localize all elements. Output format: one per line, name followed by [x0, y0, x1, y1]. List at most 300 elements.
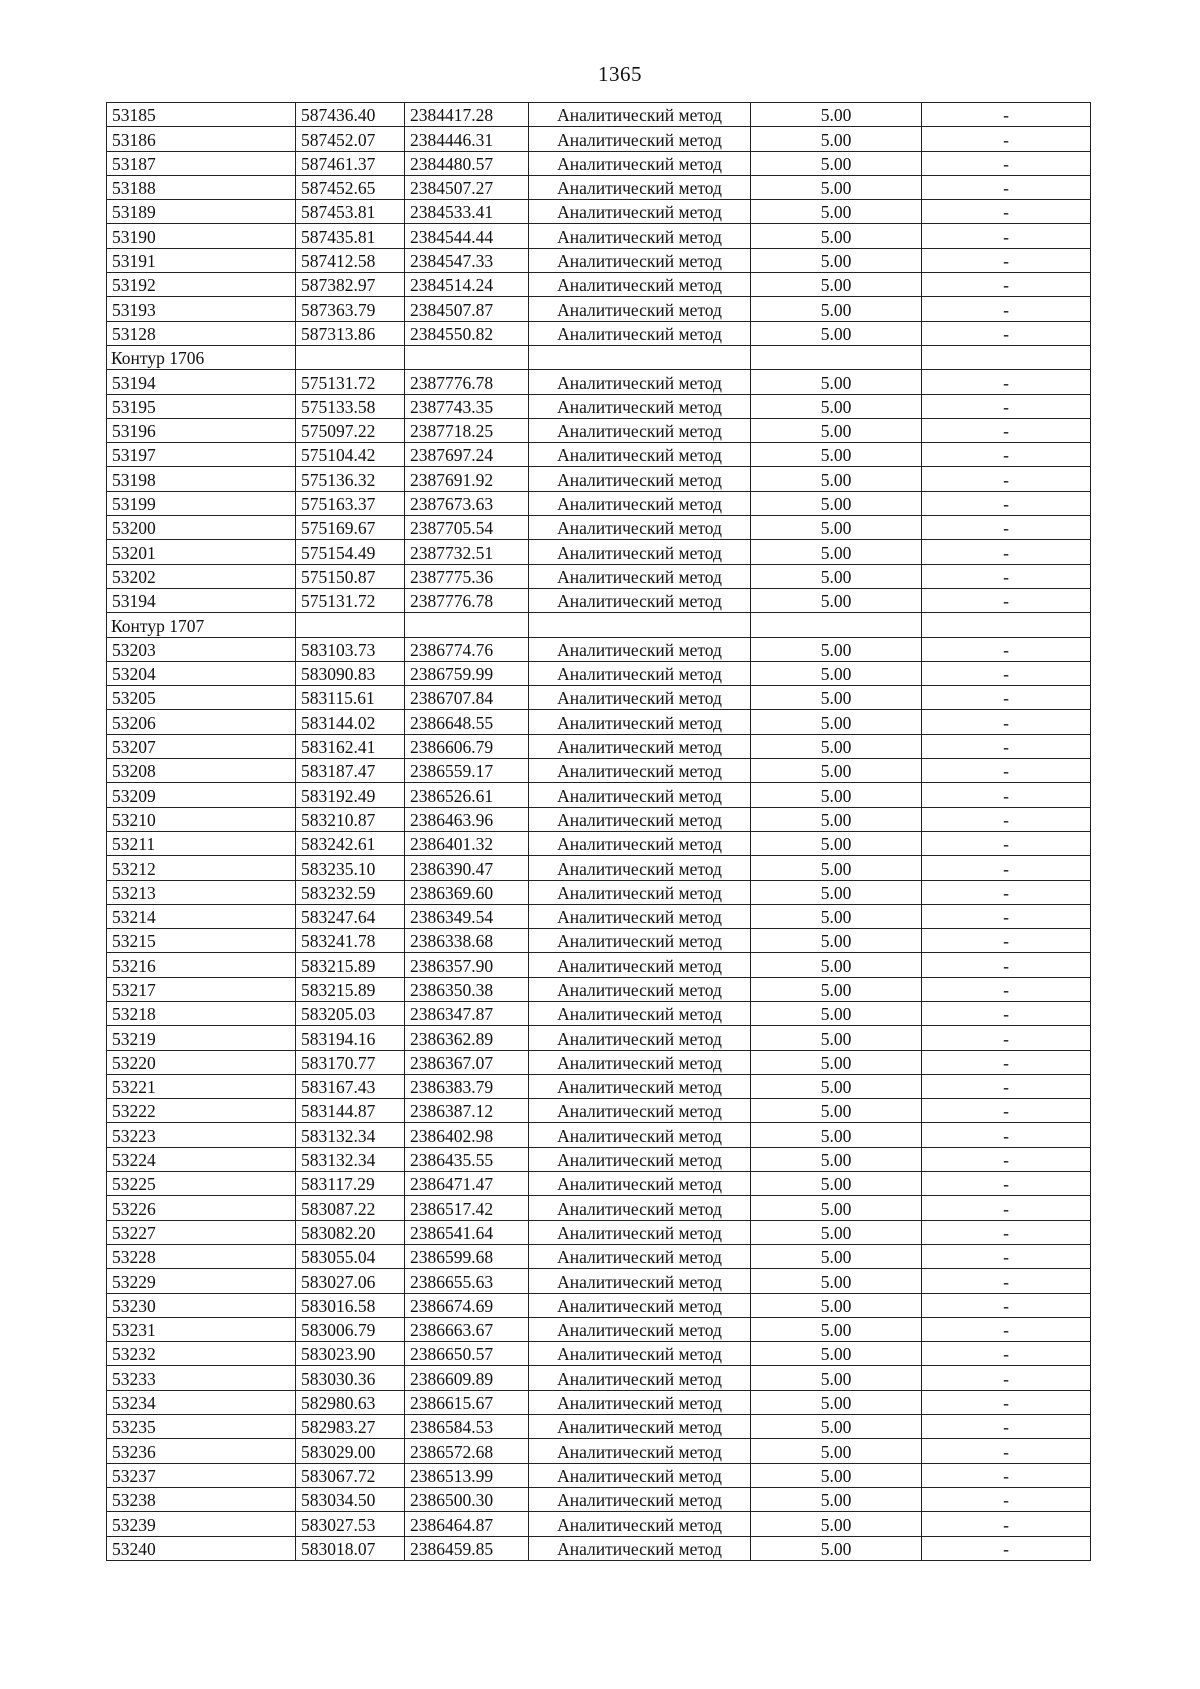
x-coordinate-cell: 575150.87	[296, 564, 405, 588]
method-cell: Аналитический метод	[529, 1026, 751, 1050]
x-coordinate-cell: 583170.77	[296, 1050, 405, 1074]
method-cell: Аналитический метод	[529, 1293, 751, 1317]
table-row	[107, 1074, 1091, 1098]
method-cell: Аналитический метод	[529, 1512, 751, 1536]
accuracy-cell: 5.00	[751, 467, 922, 491]
x-coordinate-cell: 583144.87	[296, 1099, 405, 1123]
table-row	[107, 1536, 1091, 1560]
page-number: 1365	[598, 62, 642, 86]
x-coordinate-cell: 575097.22	[296, 418, 405, 442]
description-cell: -	[922, 491, 1091, 515]
method-cell: Аналитический метод	[529, 1390, 751, 1414]
table-row	[107, 759, 1091, 783]
y-coordinate-cell: 2386606.79	[405, 734, 529, 758]
description-cell: -	[922, 831, 1091, 855]
accuracy-cell: 5.00	[751, 1099, 922, 1123]
empty-cell	[405, 613, 529, 637]
y-coordinate-cell: 2384544.44	[405, 224, 529, 248]
y-coordinate-cell: 2386464.87	[405, 1512, 529, 1536]
y-coordinate-cell: 2386663.67	[405, 1317, 529, 1341]
point-number-cell: 53213	[107, 880, 296, 904]
y-coordinate-cell: 2384507.27	[405, 175, 529, 199]
y-coordinate-cell: 2384533.41	[405, 200, 529, 224]
table-row	[107, 710, 1091, 734]
method-cell: Аналитический метод	[529, 588, 751, 612]
accuracy-cell: 5.00	[751, 686, 922, 710]
method-cell: Аналитический метод	[529, 710, 751, 734]
table-row	[107, 637, 1091, 661]
method-cell: Аналитический метод	[529, 491, 751, 515]
x-coordinate-cell: 587452.65	[296, 175, 405, 199]
description-cell: -	[922, 1001, 1091, 1025]
x-coordinate-cell: 583029.00	[296, 1439, 405, 1463]
y-coordinate-cell: 2386609.89	[405, 1366, 529, 1390]
point-number-cell: 53222	[107, 1099, 296, 1123]
table-row	[107, 103, 1091, 127]
method-cell: Аналитический метод	[529, 807, 751, 831]
table-row	[107, 1463, 1091, 1487]
point-number-cell: 53128	[107, 321, 296, 345]
method-cell: Аналитический метод	[529, 637, 751, 661]
x-coordinate-cell: 587436.40	[296, 103, 405, 127]
method-cell: Аналитический метод	[529, 686, 751, 710]
accuracy-cell: 5.00	[751, 394, 922, 418]
description-cell: -	[922, 1147, 1091, 1171]
table-row	[107, 929, 1091, 953]
y-coordinate-cell: 2386648.55	[405, 710, 529, 734]
accuracy-cell: 5.00	[751, 1536, 922, 1560]
point-number-cell: 53211	[107, 831, 296, 855]
accuracy-cell: 5.00	[751, 759, 922, 783]
y-coordinate-cell: 2387705.54	[405, 516, 529, 540]
table-row	[107, 443, 1091, 467]
point-number-cell: 53200	[107, 516, 296, 540]
x-coordinate-cell: 583018.07	[296, 1536, 405, 1560]
point-number-cell: 53202	[107, 564, 296, 588]
accuracy-cell: 5.00	[751, 880, 922, 904]
x-coordinate-cell: 583016.58	[296, 1293, 405, 1317]
x-coordinate-cell: 583087.22	[296, 1196, 405, 1220]
description-cell: -	[922, 127, 1091, 151]
method-cell: Аналитический метод	[529, 1439, 751, 1463]
accuracy-cell: 5.00	[751, 516, 922, 540]
y-coordinate-cell: 2387697.24	[405, 443, 529, 467]
description-cell: -	[922, 1487, 1091, 1511]
table-row	[107, 1050, 1091, 1074]
x-coordinate-cell: 575163.37	[296, 491, 405, 515]
description-cell: -	[922, 880, 1091, 904]
point-number-cell: 53199	[107, 491, 296, 515]
description-cell: -	[922, 686, 1091, 710]
point-number-cell: 53191	[107, 248, 296, 272]
method-cell: Аналитический метод	[529, 273, 751, 297]
x-coordinate-cell: 583055.04	[296, 1244, 405, 1268]
y-coordinate-cell: 2386541.64	[405, 1220, 529, 1244]
y-coordinate-cell: 2384446.31	[405, 127, 529, 151]
x-coordinate-cell: 583115.61	[296, 686, 405, 710]
x-coordinate-cell: 575154.49	[296, 540, 405, 564]
contour-header-row	[107, 345, 1091, 369]
accuracy-cell: 5.00	[751, 856, 922, 880]
accuracy-cell: 5.00	[751, 564, 922, 588]
accuracy-cell: 5.00	[751, 831, 922, 855]
accuracy-cell: 5.00	[751, 904, 922, 928]
table-row	[107, 175, 1091, 199]
method-cell: Аналитический метод	[529, 1317, 751, 1341]
point-number-cell: 53212	[107, 856, 296, 880]
y-coordinate-cell: 2386650.57	[405, 1342, 529, 1366]
description-cell: -	[922, 1317, 1091, 1341]
table-row	[107, 1123, 1091, 1147]
point-number-cell: 53196	[107, 418, 296, 442]
y-coordinate-cell: 2386471.47	[405, 1172, 529, 1196]
point-number-cell: 53238	[107, 1487, 296, 1511]
point-number-cell: 53201	[107, 540, 296, 564]
point-number-cell: 53198	[107, 467, 296, 491]
point-number-cell: 53235	[107, 1415, 296, 1439]
description-cell: -	[922, 370, 1091, 394]
y-coordinate-cell: 2386674.69	[405, 1293, 529, 1317]
accuracy-cell: 5.00	[751, 1123, 922, 1147]
point-number-cell: 53227	[107, 1220, 296, 1244]
description-cell: -	[922, 710, 1091, 734]
x-coordinate-cell: 583132.34	[296, 1123, 405, 1147]
description-cell: -	[922, 588, 1091, 612]
method-cell: Аналитический метод	[529, 394, 751, 418]
x-coordinate-cell: 587461.37	[296, 151, 405, 175]
method-cell: Аналитический метод	[529, 734, 751, 758]
point-number-cell: 53214	[107, 904, 296, 928]
y-coordinate-cell: 2384550.82	[405, 321, 529, 345]
table-row	[107, 904, 1091, 928]
method-cell: Аналитический метод	[529, 1366, 751, 1390]
x-coordinate-cell: 583162.41	[296, 734, 405, 758]
table-row	[107, 856, 1091, 880]
accuracy-cell: 5.00	[751, 1415, 922, 1439]
y-coordinate-cell: 2386707.84	[405, 686, 529, 710]
y-coordinate-cell: 2384417.28	[405, 103, 529, 127]
description-cell: -	[922, 1099, 1091, 1123]
method-cell: Аналитический метод	[529, 103, 751, 127]
description-cell: -	[922, 1536, 1091, 1560]
point-number-cell: 53239	[107, 1512, 296, 1536]
description-cell: -	[922, 1439, 1091, 1463]
x-coordinate-cell: 575104.42	[296, 443, 405, 467]
accuracy-cell: 5.00	[751, 953, 922, 977]
point-number-cell: 53233	[107, 1366, 296, 1390]
method-cell: Аналитический метод	[529, 661, 751, 685]
point-number-cell: 53229	[107, 1269, 296, 1293]
empty-cell	[751, 613, 922, 637]
point-number-cell: 53220	[107, 1050, 296, 1074]
x-coordinate-cell: 583241.78	[296, 929, 405, 953]
table-row	[107, 977, 1091, 1001]
x-coordinate-cell: 583103.73	[296, 637, 405, 661]
description-cell: -	[922, 1123, 1091, 1147]
point-number-cell: 53194	[107, 588, 296, 612]
accuracy-cell: 5.00	[751, 248, 922, 272]
accuracy-cell: 5.00	[751, 1342, 922, 1366]
point-number-cell: 53188	[107, 175, 296, 199]
empty-cell	[405, 345, 529, 369]
x-coordinate-cell: 583215.89	[296, 977, 405, 1001]
table-row	[107, 734, 1091, 758]
y-coordinate-cell: 2386390.47	[405, 856, 529, 880]
method-cell: Аналитический метод	[529, 831, 751, 855]
x-coordinate-cell: 583215.89	[296, 953, 405, 977]
method-cell: Аналитический метод	[529, 443, 751, 467]
accuracy-cell: 5.00	[751, 1001, 922, 1025]
point-number-cell: 53216	[107, 953, 296, 977]
description-cell: -	[922, 321, 1091, 345]
accuracy-cell: 5.00	[751, 1147, 922, 1171]
point-number-cell: 53240	[107, 1536, 296, 1560]
description-cell: -	[922, 807, 1091, 831]
table-row	[107, 516, 1091, 540]
accuracy-cell: 5.00	[751, 200, 922, 224]
table-row	[107, 321, 1091, 345]
accuracy-cell: 5.00	[751, 1366, 922, 1390]
y-coordinate-cell: 2386383.79	[405, 1074, 529, 1098]
description-cell: -	[922, 1026, 1091, 1050]
y-coordinate-cell: 2387718.25	[405, 418, 529, 442]
point-number-cell: 53208	[107, 759, 296, 783]
contour-header-row	[107, 613, 1091, 637]
point-number-cell: 53215	[107, 929, 296, 953]
y-coordinate-cell: 2386357.90	[405, 953, 529, 977]
table-row	[107, 370, 1091, 394]
point-number-cell: 53219	[107, 1026, 296, 1050]
accuracy-cell: 5.00	[751, 103, 922, 127]
table-row	[107, 394, 1091, 418]
method-cell: Аналитический метод	[529, 1196, 751, 1220]
point-number-cell: 53210	[107, 807, 296, 831]
point-number-cell: 53197	[107, 443, 296, 467]
point-number-cell: 53237	[107, 1463, 296, 1487]
method-cell: Аналитический метод	[529, 1123, 751, 1147]
table-row	[107, 224, 1091, 248]
x-coordinate-cell: 587382.97	[296, 273, 405, 297]
point-number-cell: 53195	[107, 394, 296, 418]
y-coordinate-cell: 2387691.92	[405, 467, 529, 491]
table-row	[107, 1196, 1091, 1220]
description-cell: -	[922, 248, 1091, 272]
method-cell: Аналитический метод	[529, 224, 751, 248]
method-cell: Аналитический метод	[529, 929, 751, 953]
accuracy-cell: 5.00	[751, 1512, 922, 1536]
x-coordinate-cell: 587412.58	[296, 248, 405, 272]
method-cell: Аналитический метод	[529, 1074, 751, 1098]
point-number-cell: 53190	[107, 224, 296, 248]
point-number-cell: 53185	[107, 103, 296, 127]
x-coordinate-cell: 583082.20	[296, 1220, 405, 1244]
x-coordinate-cell: 583167.43	[296, 1074, 405, 1098]
x-coordinate-cell: 583242.61	[296, 831, 405, 855]
table-row	[107, 1390, 1091, 1414]
x-coordinate-cell: 583210.87	[296, 807, 405, 831]
point-number-cell: 53226	[107, 1196, 296, 1220]
y-coordinate-cell: 2387776.78	[405, 370, 529, 394]
description-cell: -	[922, 953, 1091, 977]
x-coordinate-cell: 583067.72	[296, 1463, 405, 1487]
accuracy-cell: 5.00	[751, 418, 922, 442]
method-cell: Аналитический метод	[529, 248, 751, 272]
contour-label: Контур 1706	[107, 345, 296, 369]
point-number-cell: 53221	[107, 1074, 296, 1098]
description-cell: -	[922, 467, 1091, 491]
x-coordinate-cell: 587363.79	[296, 297, 405, 321]
point-number-cell: 53194	[107, 370, 296, 394]
x-coordinate-cell: 583027.53	[296, 1512, 405, 1536]
y-coordinate-cell: 2386584.53	[405, 1415, 529, 1439]
accuracy-cell: 5.00	[751, 977, 922, 1001]
accuracy-cell: 5.00	[751, 1074, 922, 1098]
x-coordinate-cell: 583144.02	[296, 710, 405, 734]
y-coordinate-cell: 2386513.99	[405, 1463, 529, 1487]
method-cell: Аналитический метод	[529, 1220, 751, 1244]
method-cell: Аналитический метод	[529, 880, 751, 904]
accuracy-cell: 5.00	[751, 637, 922, 661]
table-row	[107, 953, 1091, 977]
accuracy-cell: 5.00	[751, 297, 922, 321]
point-number-cell: 53225	[107, 1172, 296, 1196]
accuracy-cell: 5.00	[751, 491, 922, 515]
description-cell: -	[922, 1390, 1091, 1414]
description-cell: -	[922, 1415, 1091, 1439]
y-coordinate-cell: 2386615.67	[405, 1390, 529, 1414]
point-number-cell: 53209	[107, 783, 296, 807]
x-coordinate-cell: 587435.81	[296, 224, 405, 248]
y-coordinate-cell: 2386367.07	[405, 1050, 529, 1074]
method-cell: Аналитический метод	[529, 1487, 751, 1511]
x-coordinate-cell: 575133.58	[296, 394, 405, 418]
accuracy-cell: 5.00	[751, 224, 922, 248]
point-number-cell: 53193	[107, 297, 296, 321]
description-cell: -	[922, 661, 1091, 685]
accuracy-cell: 5.00	[751, 1244, 922, 1268]
description-cell: -	[922, 175, 1091, 199]
method-cell: Аналитический метод	[529, 370, 751, 394]
x-coordinate-cell: 583006.79	[296, 1317, 405, 1341]
table-row	[107, 783, 1091, 807]
y-coordinate-cell: 2387673.63	[405, 491, 529, 515]
table-row	[107, 273, 1091, 297]
description-cell: -	[922, 443, 1091, 467]
description-cell: -	[922, 1463, 1091, 1487]
y-coordinate-cell: 2387775.36	[405, 564, 529, 588]
table-row	[107, 661, 1091, 685]
table-row	[107, 1026, 1091, 1050]
empty-cell	[529, 345, 751, 369]
description-cell: -	[922, 1512, 1091, 1536]
accuracy-cell: 5.00	[751, 1172, 922, 1196]
description-cell: -	[922, 103, 1091, 127]
table-row	[107, 467, 1091, 491]
accuracy-cell: 5.00	[751, 1439, 922, 1463]
table-row	[107, 1342, 1091, 1366]
accuracy-cell: 5.00	[751, 734, 922, 758]
accuracy-cell: 5.00	[751, 1269, 922, 1293]
point-number-cell: 53189	[107, 200, 296, 224]
accuracy-cell: 5.00	[751, 321, 922, 345]
method-cell: Аналитический метод	[529, 418, 751, 442]
table-row	[107, 1147, 1091, 1171]
description-cell: -	[922, 1293, 1091, 1317]
table-row	[107, 1001, 1091, 1025]
method-cell: Аналитический метод	[529, 1172, 751, 1196]
x-coordinate-cell: 583132.34	[296, 1147, 405, 1171]
table-row	[107, 200, 1091, 224]
x-coordinate-cell: 575131.72	[296, 370, 405, 394]
description-cell: -	[922, 516, 1091, 540]
method-cell: Аналитический метод	[529, 175, 751, 199]
x-coordinate-cell: 583205.03	[296, 1001, 405, 1025]
accuracy-cell: 5.00	[751, 540, 922, 564]
method-cell: Аналитический метод	[529, 297, 751, 321]
accuracy-cell: 5.00	[751, 661, 922, 685]
description-cell: -	[922, 929, 1091, 953]
table-row	[107, 807, 1091, 831]
point-number-cell: 53187	[107, 151, 296, 175]
method-cell: Аналитический метод	[529, 1099, 751, 1123]
description-cell: -	[922, 856, 1091, 880]
description-cell: -	[922, 1366, 1091, 1390]
description-cell: -	[922, 1050, 1091, 1074]
y-coordinate-cell: 2386387.12	[405, 1099, 529, 1123]
point-number-cell: 53205	[107, 686, 296, 710]
y-coordinate-cell: 2386463.96	[405, 807, 529, 831]
table-row	[107, 1172, 1091, 1196]
method-cell: Аналитический метод	[529, 1244, 751, 1268]
method-cell: Аналитический метод	[529, 1050, 751, 1074]
x-coordinate-cell: 582980.63	[296, 1390, 405, 1414]
point-number-cell: 53207	[107, 734, 296, 758]
point-number-cell: 53186	[107, 127, 296, 151]
y-coordinate-cell: 2386369.60	[405, 880, 529, 904]
description-cell: -	[922, 1074, 1091, 1098]
table-row	[107, 588, 1091, 612]
point-number-cell: 53203	[107, 637, 296, 661]
y-coordinate-cell: 2386500.30	[405, 1487, 529, 1511]
table-row	[107, 297, 1091, 321]
table-row	[107, 248, 1091, 272]
y-coordinate-cell: 2386350.38	[405, 977, 529, 1001]
point-number-cell: 53206	[107, 710, 296, 734]
description-cell: -	[922, 151, 1091, 175]
coordinates-table-body	[107, 103, 1091, 1561]
y-coordinate-cell: 2384547.33	[405, 248, 529, 272]
table-row	[107, 127, 1091, 151]
description-cell: -	[922, 297, 1091, 321]
table-row	[107, 1415, 1091, 1439]
y-coordinate-cell: 2386559.17	[405, 759, 529, 783]
point-number-cell: 53228	[107, 1244, 296, 1268]
method-cell: Аналитический метод	[529, 977, 751, 1001]
y-coordinate-cell: 2384507.87	[405, 297, 529, 321]
accuracy-cell: 5.00	[751, 1293, 922, 1317]
point-number-cell: 53236	[107, 1439, 296, 1463]
x-coordinate-cell: 583232.59	[296, 880, 405, 904]
method-cell: Аналитический метод	[529, 200, 751, 224]
description-cell: -	[922, 904, 1091, 928]
table-row	[107, 1487, 1091, 1511]
point-number-cell: 53204	[107, 661, 296, 685]
empty-cell	[296, 613, 405, 637]
accuracy-cell: 5.00	[751, 588, 922, 612]
accuracy-cell: 5.00	[751, 1463, 922, 1487]
method-cell: Аналитический метод	[529, 1536, 751, 1560]
description-cell: -	[922, 418, 1091, 442]
